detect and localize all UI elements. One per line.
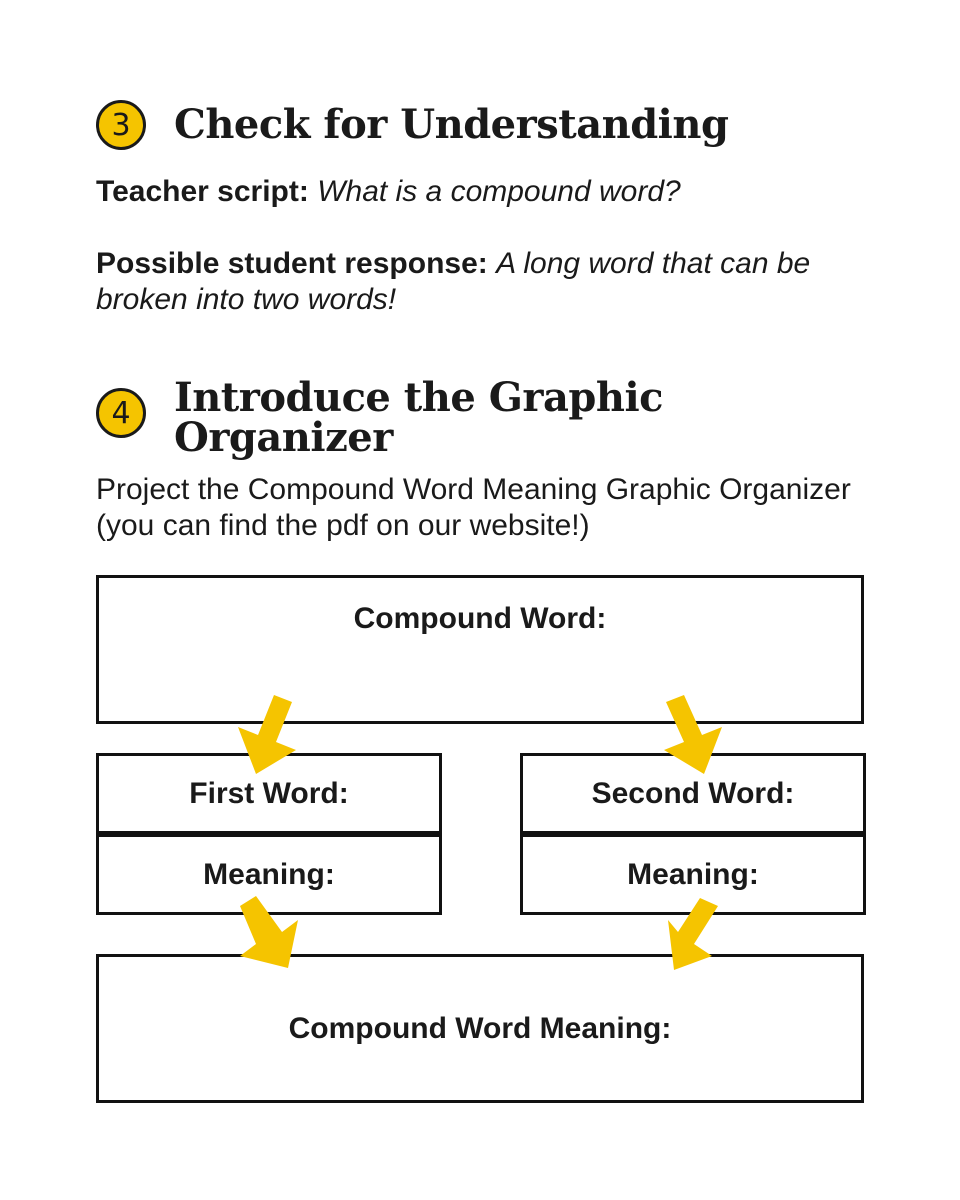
second-word-label: Second Word: bbox=[591, 776, 795, 810]
arrow-to-second-word-icon bbox=[664, 695, 722, 774]
arrow-to-first-word-icon bbox=[238, 695, 296, 774]
compound-meaning-label: Compound Word Meaning: bbox=[288, 1011, 672, 1045]
step-3-badge-icon: 3 bbox=[96, 100, 146, 150]
first-meaning-label: Meaning: bbox=[203, 857, 335, 891]
teacher-script-label: Teacher script: bbox=[96, 175, 309, 208]
student-response-label: Possible student response: bbox=[96, 247, 488, 280]
section-4-title: Introduce the Graphic Organizer bbox=[174, 374, 663, 461]
section-3-title: Check for Understanding bbox=[174, 101, 729, 148]
teacher-script-text: What is a compound word? bbox=[317, 175, 681, 208]
step-4-badge-icon: 4 bbox=[96, 388, 146, 438]
student-response-text: A long word that can be broken into two words! bbox=[96, 247, 811, 316]
compound-word-label: Compound Word: bbox=[353, 602, 607, 635]
arrow-to-meaning-left-icon bbox=[240, 896, 298, 968]
second-meaning-label: Meaning: bbox=[627, 857, 759, 891]
arrow-to-meaning-right-icon bbox=[668, 898, 718, 970]
first-word-label: First Word: bbox=[189, 776, 349, 810]
section-4-description: Project the Compound Word Meaning Graphic Organizer (you can find the pdf on our website!) bbox=[96, 473, 851, 542]
